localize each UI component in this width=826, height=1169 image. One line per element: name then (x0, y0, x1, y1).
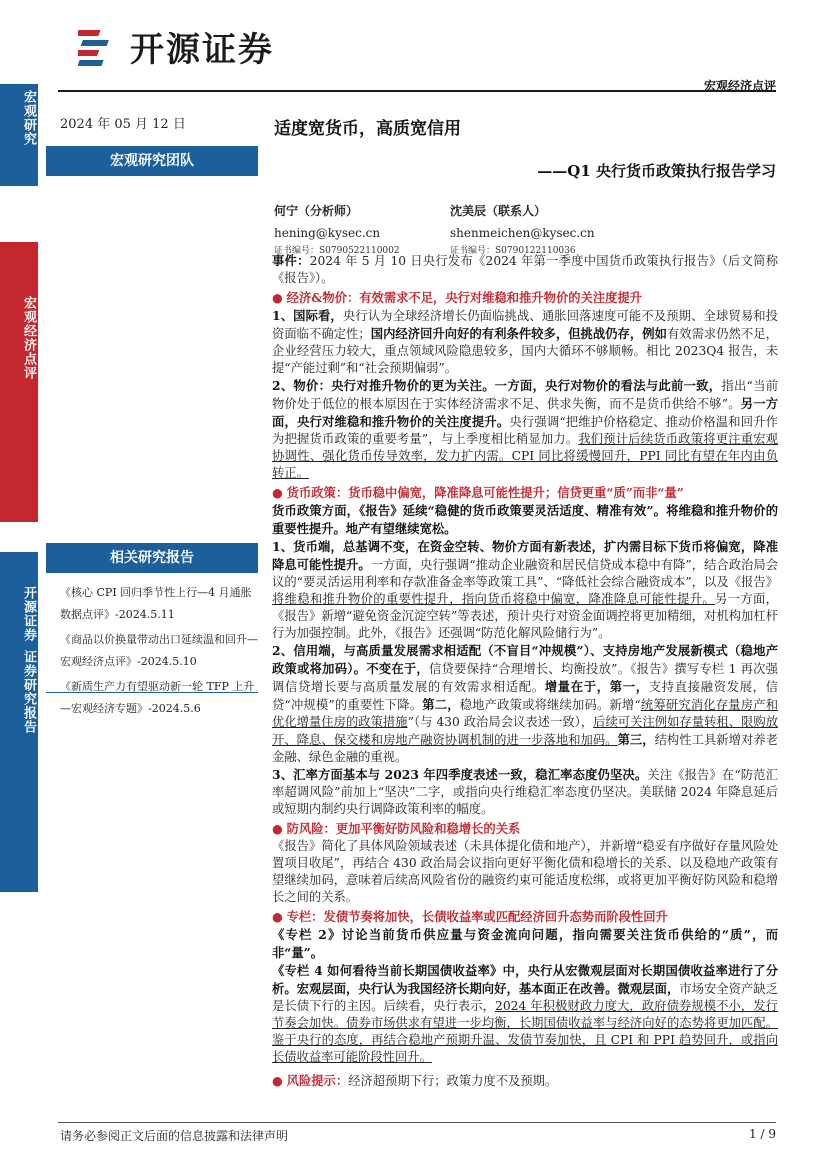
event-paragraph: 事件：2024 年 5 月 10 日央行发布《2024 年第一季度中国货币政策执行报告》（后文简称《报告》）。 (272, 253, 778, 285)
author-name: 何宁（分析师） (274, 204, 359, 218)
paragraph: 1、货币端，总基调不变，在资金空转、物价方面有新表述，扩内需目标下货币将偏宽，降准降息可能性提升。一方面，央行强调“推动企业融资和居民信贷成本稳中有降”，结合政治局会议的“要灵活运用利率和存款准备金率等政策工具”、“降低社会综合融资成本”，以及《报告》将维稳和推升物价的重要性提升，指向货币将稳中偏宽，降准降息可能性提升。另一方面，《报告》新增“避免资金沉淀空转”等表述，预计央行对资金面调控将更加精细，对机构加杠杆行为加强控制。此外，《报告》还强调“防范化解风险储行为”。 (272, 539, 778, 640)
related-rule (46, 692, 258, 693)
author-cert: 证书编号：S0790122110036 (450, 246, 576, 256)
paragraph: 1、国际看，央行认为全球经济增长仍面临挑战、通胀回落速度可能不及预期、全球贸易和投资面临不确定性；国内经济回升向好的有利条件较多，但挑战仍存，例如有效需求仍然不足，企业经营压力较大，重点领域风险隐患较多，国内大循环不够顺畅。相比 2023Q4 报告，未提“产能过剩”和“社会预期偏弱”。 (272, 308, 778, 375)
related-item[interactable]: 《新质生产力有望驱动新一轮 TFP 上升—宏观经济专题》-2024.5.6 (60, 680, 255, 715)
related-label: 相关研究报告 (46, 543, 258, 573)
risk-paragraph: ● 风险提示：经济超预期下行；政策力度不及预期。 (272, 1073, 558, 1088)
brand-logo (78, 22, 274, 71)
related-list (60, 582, 260, 723)
report-body (272, 252, 778, 1090)
section-heading: ● 专栏：发债节奏将加快，长债收益率或匹配经济回升态势而阶段性回升 (272, 909, 668, 924)
author-cert: 证书编号：S0790522110002 (274, 246, 400, 256)
sidebar-top-tag: 宏观研究 (0, 84, 38, 186)
author-1 (274, 200, 400, 258)
paragraph: 3、汇率方面基本与 2023 年四季度表述一致，稳汇率态度仍坚决。关注《报告》在“防范汇率超调风险”前加上“坚决”二字，或指向央行维稳汇率态度仍坚决。美联储 2024 年降息延后或短期内制约央行调降政策利率的幅度。 (272, 767, 778, 816)
sidebar-middle-tag: 宏观经济点评 (0, 242, 38, 522)
team-label: 宏观研究团队 (46, 146, 258, 176)
author-name: 沈美辰（联系人） (450, 204, 547, 218)
author-2 (450, 200, 595, 258)
section-heading: ● 货币政策：货币稳中偏宽，降准降息可能性提升；信贷更重“质”而非“量” (272, 485, 684, 500)
paragraph: 《专栏 2》讨论当前货币供应量与资金流向问题，指向需要关注货币供给的“质”，而非“量”。 (272, 927, 778, 960)
footer-rule (58, 1122, 776, 1123)
section-heading: ● 防风险：更加平衡好防风险和稳增长的关系 (272, 821, 521, 836)
author-email[interactable]: shenmeichen@kysec.cn (450, 226, 595, 240)
related-item[interactable]: 《核心 CPI 回归季节性上行—4 月通胀数据点评》-2024.5.11 (60, 586, 252, 621)
page-subtitle: ——Q1 央行货币政策执行报告学习 (537, 162, 776, 180)
brand-name: 开源证券 (130, 30, 274, 70)
author-email[interactable]: hening@kysec.cn (274, 226, 381, 240)
logo-icon (78, 26, 124, 68)
footer-disclaimer: 请务必参阅正文后面的信息披露和法律声明 (60, 1129, 289, 1143)
section-heading: ● 经济&物价：有效需求不足，央行对维稳和推升物价的关注度提升 (272, 290, 643, 305)
report-date: 2024 年 05 月 12 日 (60, 117, 186, 132)
paragraph: 《报告》简化了具体风险领域表述（未具体提化债和地产），并新增“稳妥有序做好存量风险处置项目收尾”，再结合 430 政治局会议指向更好平衡化债和稳增长的关系、以及稳地产政策有望继续加码，意味着后续高风险省份的融资约束可能适度松绑，或将更加平衡好防风险和稳增长之间的关系。 (272, 839, 778, 904)
header-rule (58, 90, 776, 92)
sidebar-bottom-tag (0, 552, 38, 892)
sidebar-bottom-line2: 证券研究报告 (21, 650, 36, 734)
page-title: 适度宽货币，高质宽信用 (274, 119, 461, 139)
paragraph: 货币政策方面，《报告》延续“稳健的货币政策要灵活适度、精准有效”。将维稳和推升物价的重要性提升。地产有望继续宽松。 (272, 503, 778, 536)
paragraph: 2、物价：央行对推升物价的更为关注。一方面，央行对物价的看法与此前一致，指出“当前物价处于低位的根本原因在于实体经济需求不足、供求失衡，而不是货币供给不够”。另一方面，央行对维稳和推升物价的关注度提升。央行强调“把维护价格稳定、推动价格温和回升作为把握货币政策的重要考量”，与上季度相比稍显加力。我们预计后续货币政策将更注重宏观协调性、强化货币传导效率，发力扩内需。CPI 同比将缓慢回升，PPI 同比有望在年内由负转正。 (272, 378, 778, 480)
page-number: 1 / 9 (749, 1127, 776, 1141)
related-item[interactable]: 《商品以价换量带动出口延续温和回升—宏观经济点评》-2024.5.10 (60, 633, 258, 668)
paragraph: 2、信用端，与高质量发展需求相适配（不盲目“冲规模”）、支持房地产发展新模式（稳地产政策或将加码）。不变在于，信贷要保持“合理增长、均衡投放”。《报告》撰写专栏 1 再次强调信贷增长要与高质量发展的有效需求相适配。增量在于，第一，支持直接融资发展，信贷“冲规模”的重要性下降。第二，稳地产政策或将继续加码。新增“统筹研究消化存量房产和优化增量住房的政策措施”（与 430 政治局会议表述一致），后续可关注例如存量转租、限购放开、降息、保交楼和房地产融资协调机制的进一步落地和加码。第三，结构性工具新增对养老金融、绿色金融的重视。 (272, 643, 778, 764)
paragraph: 《专栏 4 如何看待当前长期国债收益率》中，央行从宏微观层面对长期国债收益率进行了分析。宏观层面，央行认为我国经济长期向好，基本面正在改善。微观层面，市场安全资产缺乏是长债下行的主因。后续看，央行表示，2024 年积极财政力度大，政府债券规模不小，发行节奏会加快。债券市场供求有望进一步均衡，长期国债收益率与经济向好的态势将更加匹配。鉴于央行的态度，再结合稳地产预期升温、发债节奏加快，且 CPI 和 PPI 趋势回升，或指向长债收益率可能阶段性回升。 (272, 963, 778, 1064)
sidebar-bottom-line1: 开源证券 (21, 586, 36, 642)
report-type: 宏观经济点评 (703, 79, 776, 93)
